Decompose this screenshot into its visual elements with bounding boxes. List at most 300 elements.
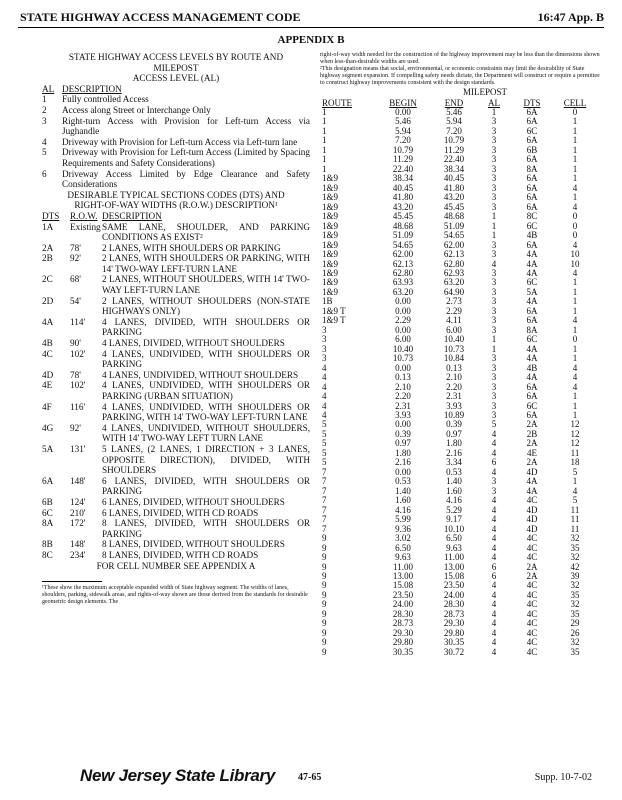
cell-dts: 8C — [526, 211, 538, 222]
cell-cell: 42 — [570, 561, 580, 572]
cell-dts: 4C — [526, 552, 538, 563]
cell-begin: 28.30 — [392, 608, 414, 619]
cell-route: 9 — [322, 618, 327, 629]
milepost-group-header — [320, 87, 620, 97]
cell-al: 3 — [491, 296, 497, 307]
cell-route: 1B — [322, 296, 333, 307]
cell-dts: 4A — [526, 267, 538, 278]
cell-cell: 0 — [572, 220, 578, 231]
cell-begin: 63.20 — [392, 286, 414, 297]
dts-code: 4G — [42, 422, 54, 433]
cell-al: 3 — [491, 315, 497, 326]
dts-description: 5 LANES, (2 LANES, 1 DIRECTION + 3 LANES, OPPOSITE DIRECTION), DIVIDED, WITH SHOULDERS — [102, 443, 310, 476]
cell-end: 64.90 — [443, 286, 465, 297]
cell-end: 23.50 — [443, 580, 465, 591]
cell-begin: 0.00 — [395, 305, 411, 316]
cell-route: 5 — [322, 438, 327, 449]
cell-dts: 2A — [526, 570, 538, 581]
dts-row-width: 54' — [70, 295, 81, 306]
cell-end: 5.94 — [446, 116, 462, 127]
cell-dts: 2A — [526, 457, 538, 468]
cell-al: 1 — [491, 334, 497, 345]
dts-row-width: 131' — [70, 443, 86, 454]
cell-dts: 4C — [526, 580, 538, 591]
cell-cell: 1 — [572, 154, 578, 165]
cell-end: 1.80 — [446, 438, 462, 449]
dts-code: 8A — [42, 518, 54, 529]
cell-cell: 1 — [572, 125, 578, 136]
cell-al: 3 — [491, 163, 497, 174]
cell-end: 40.45 — [443, 173, 465, 184]
table-row — [320, 648, 598, 657]
header-rule — [18, 27, 604, 28]
cell-end: 2.29 — [446, 305, 462, 316]
cell-cell: 4 — [572, 182, 578, 193]
cell-dts: 6C — [526, 400, 538, 411]
cell-dts: 4A — [526, 485, 538, 496]
cell-begin: 0.53 — [395, 476, 411, 487]
cell-dts: 6B — [526, 144, 538, 155]
cell-cell: 10 — [570, 258, 580, 269]
access-level-item — [42, 94, 310, 105]
cell-route: 5 — [322, 419, 327, 430]
cell-end: 5.29 — [446, 504, 462, 515]
cell-cell: 4 — [572, 362, 578, 373]
cell-dts: 4A — [526, 372, 538, 383]
dts-row-width: 102' — [70, 348, 86, 359]
levels-subtitle: ACCESS LEVEL (AL) — [132, 73, 220, 84]
col-al: AL — [42, 83, 55, 94]
cell-begin: 28.73 — [392, 618, 414, 629]
cell-end: 0.39 — [446, 419, 462, 430]
dts-list — [42, 222, 310, 561]
cell-begin: 0.00 — [395, 362, 411, 373]
dts-row-width: 78' — [70, 369, 81, 380]
dts-code: 2A — [42, 242, 54, 253]
cell-begin: 0.97 — [395, 438, 411, 449]
dts-description: 6 LANES, DIVIDED, WITHOUT SHOULDERS — [102, 496, 285, 507]
cell-cell: 0 — [572, 211, 578, 222]
cell-begin: 3.02 — [395, 533, 411, 544]
cell-al: 3 — [491, 192, 497, 203]
cell-cell: 1 — [572, 353, 578, 364]
cell-cell: 4 — [572, 485, 578, 496]
dts-description: 8 LANES, DIVIDED, WITHOUT SHOULDERS — [102, 539, 285, 550]
cell-al: 1 — [491, 343, 497, 354]
cell-end: 7.20 — [446, 125, 462, 136]
cell-route: 4 — [322, 381, 327, 392]
cell-route: 9 — [322, 608, 327, 619]
cell-cell: 5 — [572, 466, 578, 477]
cell-route: 1&9 — [322, 192, 339, 203]
dts-row-width: 78' — [70, 242, 81, 253]
cell-dts: 8A — [526, 163, 538, 174]
cell-end: 10.73 — [443, 343, 465, 354]
cell-al: 4 — [491, 552, 497, 563]
cell-end: 30.35 — [443, 637, 465, 648]
cell-begin: 5.99 — [395, 514, 411, 525]
cell-cell: 10 — [570, 249, 580, 260]
cell-begin: 1.60 — [395, 495, 411, 506]
cell-al: 4 — [491, 580, 497, 591]
dts-row-width: Existing — [70, 221, 101, 232]
cell-begin: 62.13 — [392, 258, 414, 269]
cell-dts: 4B — [526, 362, 538, 373]
cell-al: 4 — [491, 637, 497, 648]
access-level-description: Driveway Access Limited by Edge Clearance and Safety Considerations — [62, 168, 310, 190]
col-header-end: END — [444, 98, 464, 108]
cell-al: 6 — [491, 561, 497, 572]
cell-al: 4 — [491, 599, 497, 610]
cell-end: 28.73 — [443, 608, 465, 619]
cell-begin: 0.00 — [395, 296, 411, 307]
cell-begin: 0.13 — [395, 372, 411, 383]
cell-cell: 1 — [572, 192, 578, 203]
cell-end: 15.08 — [443, 570, 465, 581]
dts-item — [42, 380, 310, 401]
cell-route: 1&9 — [322, 182, 339, 193]
cell-route: 4 — [322, 362, 327, 373]
cell-dts: 6A — [526, 315, 538, 326]
cell-dts: 8A — [526, 324, 538, 335]
dts-row-width: 234' — [70, 549, 86, 560]
cell-al: 3 — [491, 182, 497, 193]
access-level-item — [42, 105, 310, 116]
cell-al: 4 — [491, 533, 497, 544]
cell-route: 9 — [322, 580, 327, 591]
cell-route: 3 — [322, 324, 327, 335]
cell-note: FOR CELL NUMBER SEE APPENDIX A — [96, 560, 256, 571]
dts-description: 6 LANES, DIVIDED, WITH CD ROADS — [102, 507, 259, 518]
dts-item — [42, 497, 310, 508]
access-level-item — [42, 116, 310, 137]
cell-begin: 5.46 — [395, 116, 411, 127]
cell-dts: 4C — [526, 618, 538, 629]
cell-dts: 4A — [526, 249, 538, 260]
cell-route: 4 — [322, 410, 327, 420]
cell-begin: 0.00 — [395, 466, 411, 477]
cell-route: 1&9 — [322, 267, 339, 278]
cell-al: 3 — [491, 485, 497, 496]
cell-al: 4 — [491, 258, 497, 269]
cell-dts: 6A — [526, 154, 538, 165]
cell-al: 3 — [491, 249, 497, 260]
cell-cell: 32 — [570, 599, 580, 610]
cell-end: 2.20 — [446, 381, 462, 392]
cell-al: 3 — [491, 116, 497, 127]
cell-cell: 1 — [572, 343, 578, 354]
dts-description: 6 LANES, DIVIDED, WITH SHOULDERS OR PARKING — [102, 475, 310, 497]
dts-description: 8 LANES, DIVIDED, WITH CD ROADS — [102, 549, 259, 560]
cell-cell: 1 — [572, 173, 578, 184]
cell-route: 5 — [322, 457, 327, 468]
cell-begin: 0.00 — [395, 324, 411, 335]
dts-code: 4B — [42, 338, 53, 349]
cell-dts: 4C — [526, 542, 538, 553]
cell-route: 1&9 — [322, 173, 339, 184]
cell-dts: 4B — [526, 230, 538, 241]
cell-route: 9 — [322, 589, 327, 600]
cell-al: 3 — [491, 277, 497, 288]
cell-cell: 4 — [572, 315, 578, 326]
access-level-code: 2 — [42, 104, 47, 115]
footnote-1: ¹These show the maximum acceptable expanded width of State highway segment. The widths of lanes, shoulders, parking, sidewalk areas, and rights-of-way shown are those derived from the standards for desirable geometric design elements. The — [42, 585, 308, 606]
cell-dts: 5A — [526, 286, 538, 297]
dts-row-width: 92' — [70, 253, 81, 264]
cell-al: 3 — [491, 305, 497, 316]
cell-end: 9.63 — [446, 542, 462, 553]
cell-cell: 1 — [572, 305, 578, 316]
cell-cell: 32 — [570, 580, 580, 591]
access-level-description: Driveway with Provision for Left-turn Access via Left-turn lane — [62, 136, 298, 147]
cell-dts: 2B — [526, 428, 538, 439]
cell-dts: 6A — [526, 381, 538, 392]
cell-route: 7 — [322, 466, 327, 477]
cell-dts: 6A — [526, 173, 538, 184]
cell-route: 4 — [322, 372, 327, 383]
cell-al: 4 — [491, 523, 497, 534]
cell-begin: 38.34 — [392, 173, 414, 184]
milepost-label: MILEPOST — [462, 87, 507, 97]
dts-code: 6A — [42, 475, 54, 486]
cell-end: 62.00 — [443, 239, 465, 250]
cell-dts: 6A — [526, 182, 538, 193]
dts-code: 6B — [42, 496, 53, 507]
cell-al: 4 — [491, 589, 497, 600]
cell-route: 1&9 — [322, 201, 339, 212]
dts-row-width: 114' — [70, 316, 86, 327]
cell-cell: 1 — [572, 286, 578, 297]
dts-code: 4E — [42, 380, 53, 391]
cell-al: 4 — [491, 542, 497, 553]
dts-item — [42, 402, 310, 423]
levels-title-2: MILEPOST — [153, 62, 199, 73]
cell-cell: 12 — [570, 419, 580, 430]
cell-route: 1&9 — [322, 249, 339, 260]
access-level-description: Fully controlled Access — [62, 94, 149, 105]
cell-cell: 35 — [570, 589, 580, 600]
cell-cell: 35 — [570, 646, 580, 657]
cell-end: 45.45 — [443, 201, 465, 212]
dts-row-width: 90' — [70, 338, 81, 349]
access-level-item — [42, 169, 310, 190]
cell-route: 7 — [322, 476, 327, 487]
cell-begin: 63.93 — [392, 277, 414, 288]
cell-begin: 6.50 — [395, 542, 411, 553]
cell-al: 3 — [491, 362, 497, 373]
dts-header-row — [42, 211, 310, 222]
cell-route: 9 — [322, 561, 327, 572]
cell-begin: 2.20 — [395, 391, 411, 402]
dts-code: 1A — [42, 221, 54, 232]
cell-dts: 4C — [526, 599, 538, 610]
col-header-begin: BEGIN — [389, 98, 417, 108]
dts-item — [42, 349, 310, 370]
cell-al: 3 — [491, 173, 497, 184]
cell-al: 3 — [491, 135, 497, 146]
cell-cell: 11 — [570, 523, 580, 534]
cell-cell: 32 — [570, 552, 580, 563]
cell-cell: 0 — [572, 230, 578, 241]
dts-title-2: RIGHT-OF-WAY WIDTHS (R.O.W.) DESCRIPTION¹ — [74, 200, 278, 211]
right-column — [320, 52, 610, 657]
cell-cell: 32 — [570, 533, 580, 544]
cell-end: 2.73 — [446, 296, 462, 307]
cell-begin: 10.40 — [392, 343, 414, 354]
cell-begin: 45.45 — [392, 211, 414, 222]
cell-dts: 6A — [526, 135, 538, 146]
cell-al: 1 — [491, 107, 497, 117]
cell-begin: 3.93 — [395, 410, 411, 420]
cell-dts: 6C — [526, 334, 538, 345]
right-note-2: ²This designation means that social, environmental, or economic constraints may limit the desirability of State highway segment expansion. If compelling safety needs dictate, the Department will construct or require a permittee to construct highway improvements consistent with the design standards. — [320, 66, 600, 86]
access-level-description: Right-turn Access with Provision for Left-turn Access via Jughandle — [62, 115, 310, 137]
page-header — [20, 10, 604, 26]
cell-cell: 1 — [572, 163, 578, 174]
cell-end: 5.46 — [446, 107, 462, 117]
dts-code: 4A — [42, 316, 54, 327]
cell-end: 0.97 — [446, 428, 462, 439]
dts-item — [42, 296, 310, 317]
dts-description: 4 LANES, DIVIDED, WITH SHOULDERS OR PARKING — [102, 316, 310, 338]
cell-begin: 48.68 — [392, 220, 414, 231]
cell-dts: 4C — [526, 533, 538, 544]
cell-cell: 1 — [572, 400, 578, 411]
cell-end: 11.00 — [444, 552, 464, 563]
cell-end: 2.10 — [446, 372, 462, 383]
cell-end: 54.65 — [443, 230, 465, 241]
cell-cell: 35 — [570, 542, 580, 553]
cell-end: 3.34 — [446, 457, 462, 468]
cell-cell: 5 — [572, 495, 578, 506]
dts-item — [42, 222, 310, 243]
cell-route: 1&9 — [322, 230, 339, 241]
dts-description: 4 LANES, UNDIVIDED, WITH SHOULDERS OR PARKING (URBAN SITUATION) — [102, 380, 310, 401]
right-note-1: right-of-way width needed for the construction of the highway improvement may be less than the dimensions shown when less-than-desirable widths are used. — [320, 52, 600, 65]
cell-end: 2.31 — [446, 391, 462, 402]
cell-dts: 6A — [526, 192, 538, 203]
cell-end: 24.00 — [443, 589, 465, 600]
dts-description: 2 LANES, WITH SHOULDERS OR PARKING — [102, 242, 281, 253]
cell-dts: 4A — [526, 343, 538, 354]
cell-route: 1 — [322, 154, 327, 165]
cell-end: 0.13 — [446, 362, 462, 373]
dts-item — [42, 518, 310, 539]
cell-end: 4.11 — [446, 315, 462, 326]
cell-route: 1&9 — [322, 211, 339, 222]
cell-begin: 10.79 — [392, 144, 414, 155]
dts-item — [42, 550, 310, 561]
cell-al: 4 — [491, 646, 497, 657]
dts-row-width: 116' — [70, 401, 86, 412]
cell-begin: 62.80 — [392, 267, 414, 278]
dts-row-width: 148' — [70, 475, 86, 486]
cell-begin: 2.16 — [395, 457, 411, 468]
cell-end: 6.00 — [446, 324, 462, 335]
dts-row-width: 124' — [70, 496, 86, 507]
cell-end: 48.68 — [443, 211, 465, 222]
dts-code: 2B — [42, 253, 53, 264]
dts-description: 4 LANES, UNDIVIDED, WITHOUT SHOULDERS, WITH 14' TWO-WAY LEFT TURN LANE — [102, 422, 310, 444]
access-level-description: Driveway with Provision for Left-turn Access (Limited by Spacing Requirements and Safety Considerations) — [62, 147, 310, 168]
cell-end: 41.80 — [443, 182, 465, 193]
cell-al: 4 — [491, 608, 497, 619]
cell-end: 10.79 — [443, 135, 465, 146]
cell-route: 9 — [322, 637, 327, 648]
cell-al: 4 — [491, 428, 497, 439]
cell-end: 10.84 — [443, 353, 465, 364]
access-level-item — [42, 147, 310, 168]
cell-al: 3 — [491, 476, 497, 487]
cell-route: 1 — [322, 125, 327, 136]
cell-route: 9 — [322, 646, 327, 657]
cell-begin: 2.31 — [395, 400, 411, 411]
cell-dts: 6C — [526, 277, 538, 288]
dts-description: 4 LANES, UNDIVIDED, WITHOUT SHOULDERS — [102, 369, 299, 380]
dts-description: 4 LANES, UNDIVIDED, WITH SHOULDERS OR PARKING — [102, 348, 310, 370]
cell-route: 1&9 — [322, 286, 339, 297]
dts-code: 6C — [42, 507, 53, 518]
cell-begin: 13.00 — [392, 570, 414, 581]
cell-end: 10.40 — [443, 334, 465, 345]
cell-al: 1 — [491, 220, 497, 231]
cell-begin: 22.40 — [392, 163, 414, 174]
cell-route: 1&9 T — [322, 305, 346, 316]
cell-route: 1&9 — [322, 220, 339, 231]
cell-dts: 4A — [526, 476, 538, 487]
access-level-code: 1 — [42, 94, 47, 105]
cell-al: 3 — [491, 324, 497, 335]
dts-row-width: 148' — [70, 539, 86, 550]
dts-description: 4 LANES, UNDIVIDED, WITH SHOULDERS OR PARKING, WITH 14' TWO-WAY LEFT-TURN LANE — [102, 401, 310, 423]
cell-dts: 2A — [526, 438, 538, 449]
cell-begin: 2.10 — [395, 381, 411, 392]
cell-cell: 11 — [570, 447, 580, 458]
dts-row-width: 102' — [70, 380, 86, 391]
cell-begin: 24.00 — [392, 599, 414, 610]
cell-cell: 35 — [570, 608, 580, 619]
cell-al: 3 — [491, 353, 497, 364]
cell-cell: 26 — [570, 627, 580, 638]
cell-end: 10.89 — [443, 410, 465, 420]
cell-dts: 6A — [526, 391, 538, 402]
cell-route: 1 — [322, 135, 327, 146]
cell-begin: 0.00 — [395, 419, 411, 430]
cell-end: 6.50 — [446, 533, 462, 544]
cell-dts: 4D — [526, 466, 538, 477]
cell-route: 1 — [322, 163, 327, 174]
dts-description: 8 LANES, DIVIDED, WITH SHOULDERS OR PARKING — [102, 518, 310, 539]
cell-dts: 6A — [526, 410, 538, 420]
dts-item — [42, 317, 310, 338]
cell-begin: 0.39 — [395, 428, 411, 439]
cell-dts: 4C — [526, 646, 538, 657]
header-section: 16:47 App. B — [537, 10, 604, 24]
dts-title-1: DESIRABLE TYPICAL SECTIONS CODES (DTS) AND — [67, 189, 285, 200]
dts-code: 8B — [42, 539, 53, 550]
cell-end: 29.30 — [443, 618, 465, 629]
dts-row-width: 92' — [70, 422, 81, 433]
cell-begin: 2.29 — [395, 315, 411, 326]
cell-al: 4 — [491, 514, 497, 525]
cell-cell: 1 — [572, 135, 578, 146]
dts-code: 5A — [42, 443, 54, 454]
cell-route: 1&9 T — [322, 315, 346, 326]
dts-code: 2C — [42, 274, 53, 285]
appendix-title: APPENDIX B — [277, 34, 345, 46]
cell-dts: 6C — [526, 220, 538, 231]
cell-al: 4 — [491, 495, 497, 506]
